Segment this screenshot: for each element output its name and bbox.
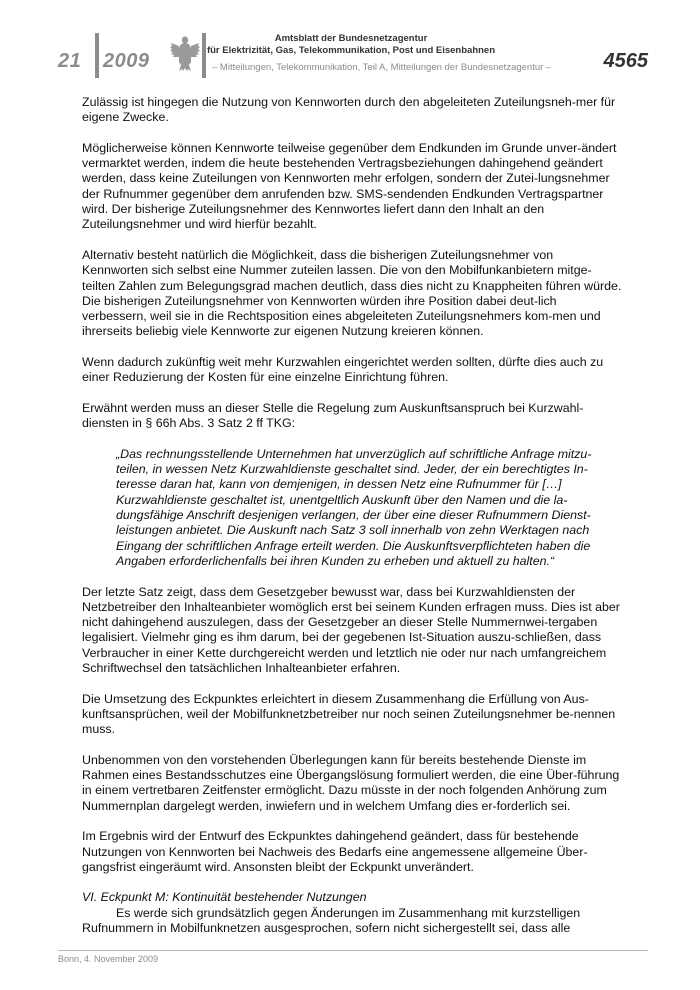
paragraph: Möglicherweise können Kennworte teilweise gegenüber dem Endkunden im Grunde unver-ändert vermarktet werden, indem die heute bestehenden Vertragsbeziehungen dahingehend geändert werden, dass keine Zuteilungen von Kennworten mehr erfolgen, sondern der Zutei-lungsnehmer der Rufnummer gegenüber dem anrufenden bzw. SMS-sendenden Endkunden Vertragspartner wird. Der bisherige Zuteilungsnehmer des Kennwortes liefert dann den Inhalt an den Zuteilungsnehmer und wird hierfür bezahlt. <box>82 140 617 232</box>
publication-title: Amtsblatt der Bundesnetzagentur <box>274 33 428 44</box>
paragraph: Alternativ besteht natürlich die Möglichkeit, dass die bisherigen Zuteilungsnehmer von Kennworten sich selbst eine Nummer zuteilen lassen. Die von den Mobilfunkanbietern mitge-teilten Zahlen zum Belegungsgrad machen deutlich, dass dies nicht zu Knappheiten führen würde. Die bisherigen Zuteilungsnehmer von Kennworten würden ihre Position dabei deut-lich verbessern, weil sie in die Rechtsposition eines abgeleiteten Zuteilungsnehmers kom-men und ihrerseits beliebig viele Kennworte zur eigenen Nutzung kreieren können. <box>82 247 622 339</box>
publication-subtitle: für Elektrizität, Gas, Telekommunikation, Post und Eisenbahnen <box>206 45 496 56</box>
paragraph: Die Umsetzung des Eckpunktes erleichtert in diesem Zusammenhang die Erfüllung von Aus-kunftsansprüchen, weil der Mobilfunknetzbetreiber nur noch seinen Zuteilungsnehmer be-nennen muss. <box>82 691 616 737</box>
paragraph: Im Ergebnis wird der Entwurf des Eckpunktes dahingehend geändert, dass für bestehende Nutzungen von Kennworten bei Nachweis des Bedarfs eine angemessene allgemeine Über-gangsfrist eingeräumt wird. Ansonsten bleibt der Eckpunkt unverändert. <box>82 829 588 874</box>
section-heading: VI. Eckpunkt M: Kontinuität bestehender Nutzungen <box>82 890 367 905</box>
legal-quote: „Das rechnungsstellende Unternehmen hat unverzüglich auf schriftliche Anfrage mitzu-teilen, in wessen Netz Kurzwahldienste geschaltet sind. Jeder, der ein berechtigtes In-teresse daran hat, kann von demjenigen, in dessen Netz eine Rufnummer für […] Kurzwahldienste geschaltet ist, unentgeltlich Auskunft über den Namen und die la-dungsfähige Anschrift desjenigen verlangen, der über eine dieser Rufnummern Dienst-leistungen anbietet. Die Auskunft nach Satz 3 soll innerhalb von zehn Werktagen nach Eingang der schriftlichen Anfrage erteilt werden. Die Auskunftsverpflichteten haben die Angaben erforderlichenfalls bei ihren Kunden zu erheben und aktuell zu halten.“ <box>116 446 592 568</box>
paragraph: Erwähnt werden muss an dieser Stelle die Regelung zum Auskunftsanspruch bei Kurzwahl-diensten in § 66h Abs. 3 Satz 2 ff TKG: <box>82 400 584 431</box>
body-text <box>82 95 622 952</box>
paragraph: Wenn dadurch zukünftig weit mehr Kurzwahlen eingerichtet werden sollten, dürfte dies auch zu einer Reduzierung der Kosten für eine einzelne Einrichtung führen. <box>82 355 604 385</box>
header-divider-left <box>95 33 99 78</box>
page-number: 4565 <box>603 50 648 72</box>
paragraph: Unbenommen von den vorstehenden Überlegungen kann für bereits bestehende Dienste im Rahmen eines Bestandsschutzes eine Übergangslösung formuliert werden, die eine Über-führung in einem vertretbaren Zeitfenster ermöglicht. Dazu müsste in der noch folgenden Anhörung zum Nummernplan dargelegt werden, inwiefern und in welchem Umfang dies er-forderlich sei. <box>82 752 620 813</box>
footer-date: Bonn, 4. November 2009 <box>58 954 159 964</box>
footer-divider <box>58 950 648 951</box>
issue-number: 21 <box>58 50 82 72</box>
federal-eagle-icon <box>170 34 200 72</box>
paragraph: Zulässig ist hingegen die Nutzung von Kennworten durch den abgeleiteten Zuteilungsneh-mer für eigene Zwecke. <box>82 95 616 125</box>
paragraph: Der letzte Satz zeigt, dass dem Gesetzgeber bewusst war, dass bei Kurzwahldiensten der Netzbetreiber den Inhalteanbieter womöglich erst bei seinem Kunden erfragen muss. Dies ist aber nicht dahingehend auszulegen, dass der Gesetzgeber an dieser Stelle Nummernwei-tergaben legalisiert. Vielmehr ging es ihm darum, bei der gegebenen Ist-Situation auszu-schließen, dass Verbraucher in einer Kette durchgereicht werden und letztlich nie oder nur nach umfangreichem Schriftwechsel den tatsächlichen Inhalteanbieter erfahren. <box>82 584 620 675</box>
issue-year: 2009 <box>103 50 150 72</box>
paragraph: Es werde sich grundsätzlich gegen Änderungen im Zusammenhang mit kurzstelligen Rufnummern in Mobilfunknetzen ausgesprochen, sofern nicht sichergestellt sei, dass alle <box>82 905 581 936</box>
section-descriptor: – Mitteilungen, Telekommunikation, Teil A, Mitteilungen der Bundesnetzagentur – <box>212 62 552 73</box>
